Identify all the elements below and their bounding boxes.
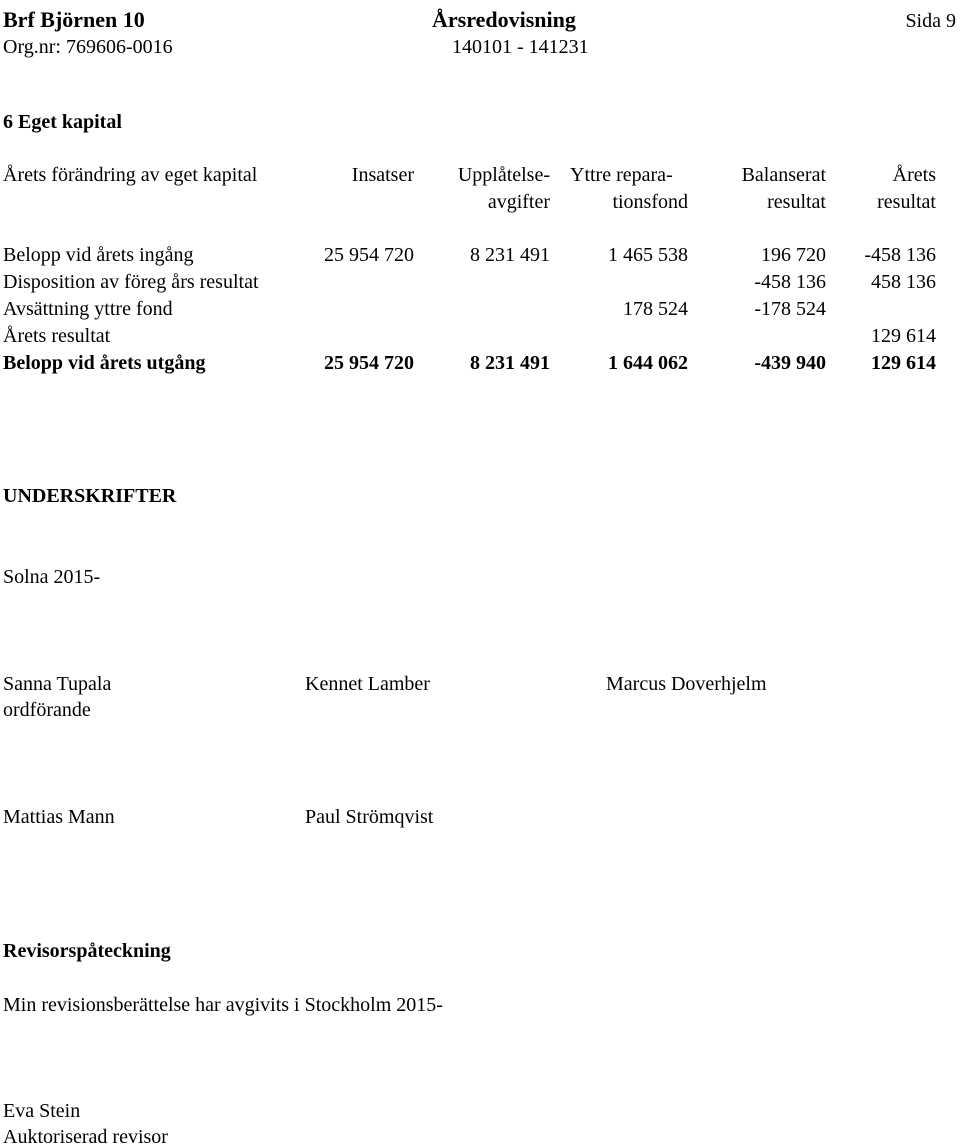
signer-name: Paul Strömqvist (305, 806, 434, 828)
signer-name: Kennet Lamber (305, 673, 430, 695)
table-cell: 25 954 720 (324, 244, 414, 266)
column-header-insatser: Insatser (351, 164, 414, 186)
fiscal-period: 140101 - 141231 (452, 36, 589, 58)
org-number: Org.nr: 769606-0016 (3, 36, 173, 58)
table-total-cell: -439 940 (754, 352, 826, 374)
table-cell: 196 720 (761, 244, 826, 266)
table-total-cell: 129 614 (871, 352, 936, 374)
table-cell: 458 136 (871, 271, 936, 293)
column-header-arets-resultat-line2: resultat (877, 191, 936, 213)
column-header-arets-resultat-line1: Årets (892, 164, 936, 186)
table-cell: 178 524 (623, 298, 688, 320)
signer-name: Marcus Doverhjelm (606, 673, 767, 695)
column-header-upplatelseavgifter-line1: Upplåtelse- (457, 164, 550, 186)
table-row-label: Belopp vid årets ingång (3, 244, 194, 266)
auditor-heading: Revisorspåteckning (3, 940, 171, 962)
column-header-balanserat-line2: resultat (767, 191, 826, 213)
column-header-balanserat-line1: Balanserat (741, 164, 826, 186)
auditor-statement: Min revisionsberättelse har avgivits i Stockholm 2015- (3, 994, 443, 1016)
signer-name: Sanna Tupala (3, 673, 112, 695)
auditor-name: Eva Stein (3, 1100, 81, 1122)
table-cell: -458 136 (864, 244, 936, 266)
section-heading: 6 Eget kapital (3, 111, 122, 133)
table-total-cell: 1 644 062 (608, 352, 688, 374)
table-row-label: Årets resultat (3, 325, 111, 347)
table-cell: 129 614 (871, 325, 936, 347)
table-cell: 8 231 491 (470, 244, 550, 266)
signer-role: ordförande (3, 699, 91, 721)
document-title: Årsredovisning (432, 7, 576, 32)
table-total-cell: 25 954 720 (324, 352, 414, 374)
table-total-label: Belopp vid årets utgång (3, 352, 206, 374)
table-row-label: Avsättning yttre fond (3, 298, 173, 320)
table-row-label: Disposition av föreg års resultat (3, 271, 259, 293)
table-total-cell: 8 231 491 (470, 352, 550, 374)
column-header-yttre-reparationsfond-line2: tionsfond (612, 191, 688, 213)
table-row-label-header: Årets förändring av eget kapital (3, 164, 258, 186)
company-name: Brf Björnen 10 (3, 7, 145, 32)
signatures-heading: UNDERSKRIFTER (3, 485, 177, 507)
table-cell: -458 136 (754, 271, 826, 293)
column-header-upplatelseavgifter-line2: avgifter (487, 191, 550, 213)
signature-place-date: Solna 2015- (3, 566, 101, 588)
page-number: Sida 9 (905, 10, 956, 32)
table-cell: 1 465 538 (608, 244, 688, 266)
signer-name: Mattias Mann (3, 806, 115, 828)
auditor-title: Auktoriserad revisor (3, 1126, 168, 1148)
table-cell: -178 524 (754, 298, 826, 320)
column-header-yttre-reparationsfond-line1: Yttre repara- (570, 164, 673, 186)
